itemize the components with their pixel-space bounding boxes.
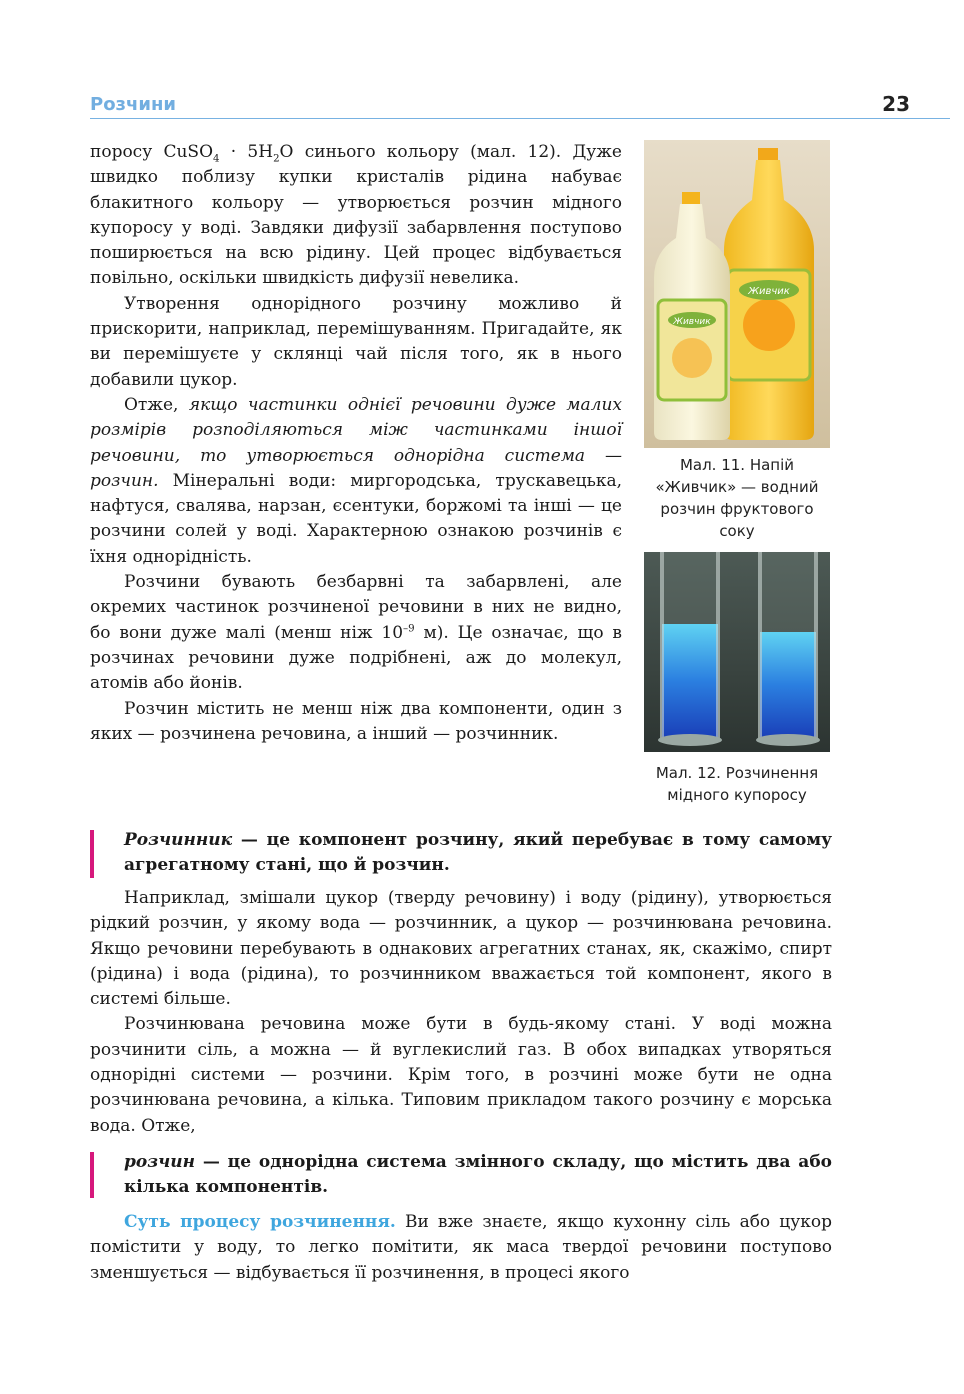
definition-bar	[90, 830, 94, 878]
definition-bar	[90, 1152, 94, 1198]
figure-12-caption: Мал. 12. Розчинення мідного купоросу	[655, 764, 819, 804]
paragraph-2: Утворення однорідного розчину можливо й прискорити, наприклад, перемішуванням. Пригадайте, як ви перемішуєте у склянці чай після того, як в нього добавили цукор.	[90, 293, 622, 390]
paragraph-4: Розчини бувають безбарвні та забарвлені, але окремих частинок розчиненої речовини в них не видно, бо вони дуже малі (менш ніж $10^{-9}$ м). Це означає, що в розчинах речовини дуже подрібнені, аж до молекул, атомів або йонів.	[90, 572, 622, 694]
figure-11	[644, 140, 830, 542]
left-column-text	[90, 140, 622, 747]
test-tubes-photo	[644, 552, 830, 752]
paragraph-5: Розчин містить не менш ніж два компоненти, один з яких — розчинена речовина, а інший — розчинник.	[90, 698, 622, 744]
page-number: 23	[882, 92, 910, 116]
header-rule	[90, 118, 950, 119]
paragraph-3: Отже, якщо частинки однієї речовини дуже малих розмірів розподіляються між частинками іншої речовини, то утворюється однорідна система — розчин. Мінеральні води: миргородська, трускавецька, нафтуся, свалява, нарзан, єсентуки, боржомі та інші — це розчини солей у воді. Характерною ознакою розчинів є їхня однорідність.	[90, 394, 622, 567]
page-header	[90, 92, 922, 120]
svg-text:Живчик: Живчик	[748, 286, 790, 297]
bottom-text	[90, 1210, 832, 1286]
definition-term: Розчинник	[124, 830, 233, 850]
svg-text:Живчик: Живчик	[673, 317, 711, 327]
bottles-photo	[644, 140, 830, 448]
paragraph-7: Розчинювана речовина може бути в будь-якому стані. У воді можна розчинити сіль, а можна — й вуглекислий газ. В обох випадках утворяться однорідні системи — розчини. Крім того, в розчині може бути не одна розчинювана речовина, а кілька. Типовим прикладом такого розчину є морська вода. Отже,	[90, 1014, 832, 1136]
figure-12	[644, 552, 830, 806]
section-title: Розчини	[90, 94, 177, 115]
paragraph-8: Суть процесу розчинення. Ви вже знаєте, якщо кухонну сіль або цукор помістити у воду, то легко помітити, як маса твердої речовини поступово зменшується — відбувається її розчинення, в процесі якого	[90, 1212, 832, 1283]
figure-11-caption: Мал. 11. Напій «Живчик» — водний розчин фруктового соку	[655, 456, 819, 540]
middle-text	[90, 886, 832, 1139]
definition-term: розчин	[124, 1152, 195, 1172]
paragraph-1: поросу CuSO$_4$ · $5H_2O$ синього кольору (мал. 12). Дуже швидко поблизу купки кристалів рідина набуває блакитного кольору — утворюється розчин мідного купоросу у воді. Завдяки дифузії забарвлення поступово поширюється на всю рідину. Цей процес відбувається повільно, оскільки швидкість дифузії невелика.	[90, 142, 622, 289]
definition-solution: розчин — це однорідна система змінного складу, що містить два або кілька компонентів.	[90, 1150, 832, 1201]
paragraph-6: Наприклад, змішали цукор (тверду речовину) і воду (рідину), утворюється рідкий розчин, у якому вода — розчинник, а цукор — розчинювана речовина. Якщо речовини перебувають в однакових агрегатних станах, як, скажімо, спирт (рідина) і вода (рідина), то розчинником вважається той компонент, якого в системі більше.	[90, 888, 832, 1010]
definition-solvent: Розчинник — це компонент розчину, який перебуває в тому самому агрегатному стані, що й розчин.	[90, 828, 832, 879]
run-in-heading: Суть процесу розчинення.	[124, 1212, 396, 1232]
